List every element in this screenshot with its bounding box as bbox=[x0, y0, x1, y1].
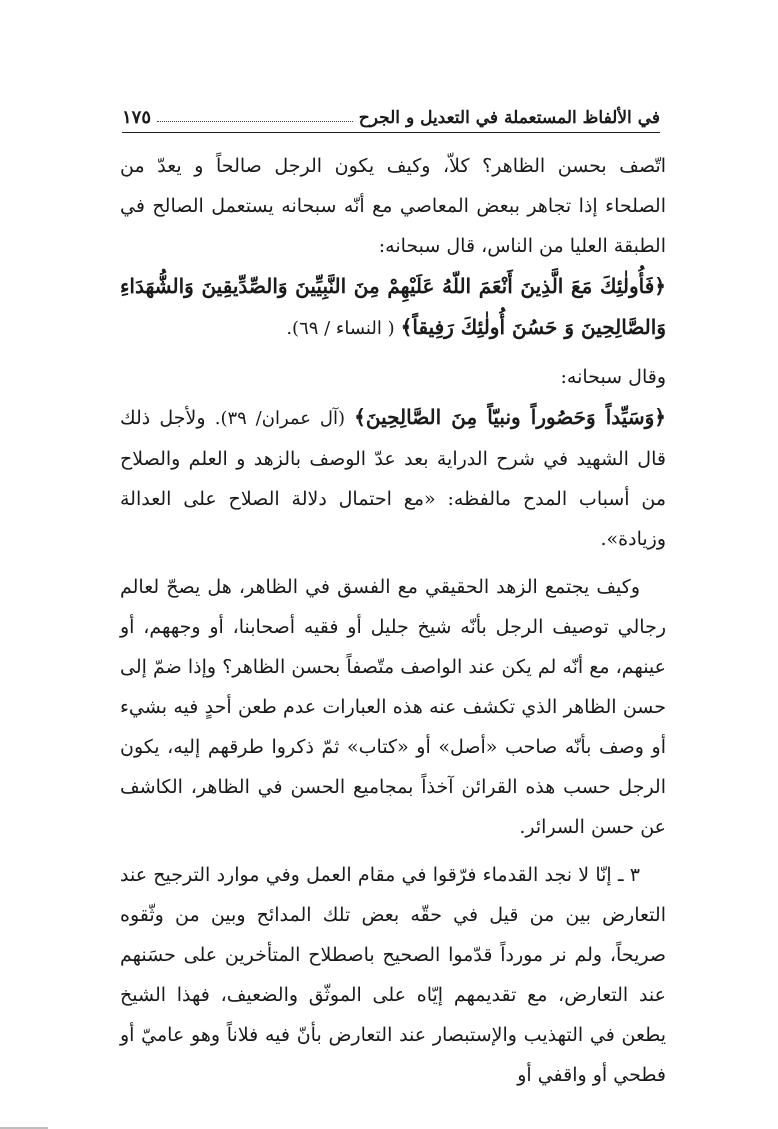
numbered-paragraph bbox=[120, 855, 666, 1095]
quran-verse: ﴿فَأُولٰئِكَ مَعَ الَّذِينَ أَنْعَمَ اللّهُ عَلَيْهِمْ مِنَ النَّبِيِّينَ وَالصِّدِّيقِينَ وَالشُّهَدَاءِ وَالصَّالِحِينَ وَ حَسُنَ أُولٰئِكَ رَفِيقاً﴾ bbox=[120, 274, 666, 339]
paragraph bbox=[120, 357, 666, 397]
quran-quote bbox=[120, 397, 666, 559]
paragraph bbox=[120, 146, 666, 266]
page-header bbox=[122, 98, 660, 133]
verse-reference: ( النساء / ٦٩). bbox=[286, 318, 395, 339]
paragraph-text: ولأجل ذلك قال الشهيد في شرح الدراية بعد عدّ الوصف بالزهد و العلم والصلاح من أسباب المدح مالفظه: «مع احتمال دلالة الصلاح على العدالة وزيادة». bbox=[120, 407, 666, 550]
quran-quote bbox=[120, 266, 666, 349]
paragraph-text: وقال سبحانه: bbox=[560, 366, 666, 388]
paragraph-text: اتّصف بحسن الظاهر؟ كلاّ، وكيف يكون الرجل صالحاً و يعدّ من الصلحاء إذا تجاهر ببعض المعاصي مع أنّه سبحانه يستعمل الصالح في الطبقة العليا من الناس، قال سبحانه: bbox=[120, 155, 666, 257]
paragraph-text: وكيف يجتمع الزهد الحقيقي مع الفسق في الظاهر، هل يصحّ لعالم رجالي توصيف الرجل بأنّه شيخ جليل أو فقيه أصحابنا، أو وجههم، أو عينهم، مع أنّه لم يكن عند الواصف متّصفاً بحسن الظاهر؟ وإذا ضمّ إلى حسن الظاهر الذي تكشف عنه هذه العبارات عدم طعن أحدٍ فيه بشيء أو وصف بأنّه صاحب «أصل» أو «كتاب» ثمّ ذكروا طرقهم إليه، يكون الرجل حسب هذه القرائن آخذاً بمجاميع الحسن في الظاهر، الكاشف عن حسن السرائر. bbox=[120, 576, 666, 838]
paragraph-text: ٣ ـ إنّا لا نجد القدماء فرّقوا في مقام العمل وفي موارد الترجيح عند التعارض بين من قيل في حقّه بعض تلك المدائح وبين من وثّقوه صريحاً، ولم نر مورداً قدّموا الصحيح باصطلاح المتأخرين على حسَنهم عند التعارض، مع تقديمهم إيّاه على الموثّق والضعيف، فهذا الشيخ يطعن في التهذيب والإستبصار عند التعارض بأنّ فيه فلاناً وهو عاميّ أو فطحي أو واقفي أو bbox=[120, 864, 666, 1086]
body-text bbox=[120, 146, 666, 1095]
running-title: في الألفاظ المستعملة في التعديل و الجرح bbox=[358, 108, 660, 128]
verse-reference: (آل عمران/ ٣٩). bbox=[214, 408, 345, 429]
quran-verse: ﴿وَسَيِّداً وَحَصُوراً ونبيّاً مِنَ الصَّالِحِينَ﴾ bbox=[354, 405, 666, 429]
paragraph bbox=[120, 567, 666, 847]
page-number: ١٧٥ bbox=[122, 107, 152, 128]
leader-dots bbox=[157, 121, 353, 122]
